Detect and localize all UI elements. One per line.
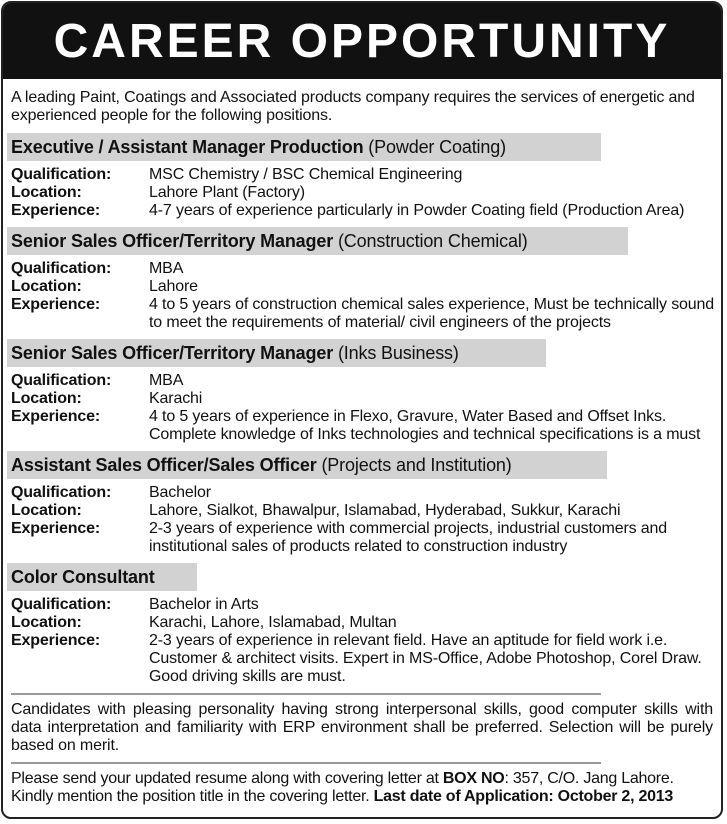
location-value: Karachi, Lahore, Islamabad, Multan xyxy=(149,614,397,631)
job-qualification-row xyxy=(11,372,721,390)
job-experience-row xyxy=(11,520,721,556)
job-listing xyxy=(11,133,721,220)
job-experience-row xyxy=(11,296,721,332)
job-qualification-row xyxy=(11,166,721,184)
experience-label: Experience: xyxy=(11,296,101,313)
experience-label: Experience: xyxy=(11,520,101,537)
divider xyxy=(11,762,601,764)
qualification-value: MBA xyxy=(149,372,184,389)
location-label: Location: xyxy=(11,614,82,631)
job-qualification-row xyxy=(11,596,721,614)
job-heading xyxy=(7,339,546,367)
experience-value: 2-3 years of experience with commercial projects, industrial customers and institutional sales of products related to construction industry xyxy=(149,520,668,555)
qualification-value: Bachelor in Arts xyxy=(149,596,259,613)
location-value: Karachi xyxy=(149,390,203,407)
experience-value: 2-3 years of experience in relevant field. Have an aptitude for field work i.e. Customer & architect visits. Expert in MS-Office, Adobe Photoshop, Corel Draw. Good driving skills are must. xyxy=(149,632,702,685)
ad-title: CAREER OPPORTUNITY xyxy=(53,14,671,68)
job-listing xyxy=(11,227,721,332)
job-listing xyxy=(11,563,721,686)
location-value: Lahore, Sialkot, Bhawalpur, Islamabad, Hyderabad, Sukkur, Karachi xyxy=(149,502,621,519)
job-location-row xyxy=(11,278,721,296)
ad-header xyxy=(3,3,721,79)
qualification-label: Qualification: xyxy=(11,596,112,613)
location-label: Location: xyxy=(11,184,82,201)
apply-instructions xyxy=(11,770,721,806)
experience-value: 4-7 years of experience particularly in Powder Coating field (Production Area) xyxy=(149,202,685,219)
experience-value: 4 to 5 years of construction chemical sales experience, Must be technically sound to meet the requirements of material/ civil engineers of the projects xyxy=(149,296,715,331)
intro-text: A leading Paint, Coatings and Associated products company requires the services of energetic and experienced people for the following positions. xyxy=(11,89,695,124)
box-label: BOX NO xyxy=(442,770,505,787)
job-advertisement xyxy=(1,1,723,819)
job-experience-row xyxy=(11,202,721,220)
job-experience-row xyxy=(11,408,721,444)
job-heading xyxy=(7,227,628,255)
job-qualification-row xyxy=(11,260,721,278)
apply-text-1: Please send your updated resume along with covering letter at xyxy=(11,770,443,787)
qualification-label: Qualification: xyxy=(11,166,112,183)
job-title: Senior Sales Officer/Territory Manager xyxy=(11,231,334,251)
job-heading xyxy=(7,563,197,591)
experience-label: Experience: xyxy=(11,632,101,649)
experience-label: Experience: xyxy=(11,202,101,219)
job-qualification-row xyxy=(11,484,721,502)
qualification-label: Qualification: xyxy=(11,372,112,389)
job-location-row xyxy=(11,502,721,520)
job-area: (Inks Business) xyxy=(337,343,459,363)
qualification-value: Bachelor xyxy=(149,484,211,501)
qualification-label: Qualification: xyxy=(11,484,112,501)
job-title: Executive / Assistant Manager Production xyxy=(11,137,364,157)
job-experience-row xyxy=(11,632,721,686)
job-heading xyxy=(7,451,607,479)
experience-value: 4 to 5 years of experience in Flexo, Gravure, Water Based and Offset Inks. Complete knowledge of Inks technologies and technical specifications is a must xyxy=(149,408,701,443)
job-heading xyxy=(7,133,601,161)
job-title: Color Consultant xyxy=(11,567,155,587)
box-value: : 357, C/O. Jang Lahore. xyxy=(504,770,674,787)
deadline: Last date of Application: October 2, 2013 xyxy=(373,788,674,805)
job-location-row xyxy=(11,390,721,408)
job-listing xyxy=(11,451,721,556)
location-label: Location: xyxy=(11,390,82,407)
location-value: Lahore Plant (Factory) xyxy=(149,184,305,201)
divider xyxy=(11,693,601,695)
job-listing xyxy=(11,339,721,444)
job-location-row xyxy=(11,614,721,632)
job-title: Assistant Sales Officer/Sales Officer xyxy=(11,455,317,475)
location-value: Lahore xyxy=(149,278,198,295)
job-area: (Powder Coating) xyxy=(368,137,506,157)
qualification-label: Qualification: xyxy=(11,260,112,277)
location-label: Location: xyxy=(11,502,82,519)
qualification-value: MBA xyxy=(149,260,184,277)
preference-text: Candidates with pleasing personality having strong interpersonal skills, good computer skills with data interpretation and familiarity with ERP environment shall be preferred. Selection will be purely based on merit. xyxy=(11,701,713,754)
job-location-row xyxy=(11,184,721,202)
job-area: (Construction Chemical) xyxy=(337,231,528,251)
job-area: (Projects and Institution) xyxy=(321,455,512,475)
job-title: Senior Sales Officer/Territory Manager xyxy=(11,343,334,363)
location-label: Location: xyxy=(11,278,82,295)
apply-text-2: Kindly mention the position title in the covering letter. xyxy=(11,788,374,805)
experience-label: Experience: xyxy=(11,408,101,425)
qualification-value: MSC Chemistry / BSC Chemical Engineering xyxy=(149,166,463,183)
